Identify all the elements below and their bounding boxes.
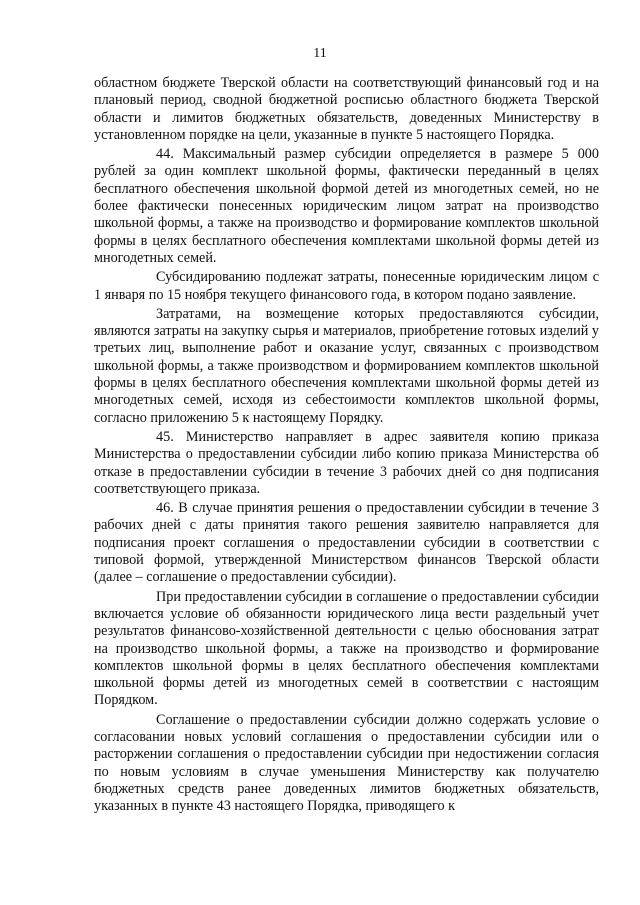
paragraph: Соглашение о предоставлении субсидии должно содержать условие о согласовании новых условий соглашения о предоставлении субсидии или о расторжении соглашения о предоставлении субсидии при недостижении согласия по новым условиям в случае уменьшения Министерству как получателю бюджетных средств ранее доведенных лимитов бюджетных обязательств, указанных в пункте 43 настоящего Порядка, приводящего к [94, 711, 599, 815]
paragraph: Субсидированию подлежат затраты, понесенные юридическим лицом с 1 января по 15 ноября текущего финансового года, в котором подано заявление. [94, 269, 599, 303]
paragraph: областном бюджете Тверской области на соответствующий финансовый год и на плановый период, сводной бюджетной росписью областного бюджета Тверской области и лимитов бюджетных обязательств, доведенных Министерству в установленном порядке на цели, указанные в пункте 5 настоящего Порядка. [94, 75, 599, 143]
page-number: 11 [313, 46, 327, 61]
paragraph: 46. В случае принятия решения о предоставлении субсидии в течение 3 рабочих дней с даты принятия такого решения заявителю направляется для подписания проект соглашения о предоставлении субсидии в соответствии с типовой формой, утвержденной Министерством финансов Тверской области (далее – соглашение о предоставлении субсидии). [94, 500, 599, 586]
paragraph: 44. Максимальный размер субсидии определяется в размере 5 000 рублей за один комплект школьной формы, фактически переданный в целях бесплатного обеспечения школьной формой детей из многодетных семей, но не более фактически понесенных юридическим лицом затрат на производство школьной формы, а также на производство и формирование комплектов школьной формы в целях бесплатного обеспечения комплектами школьной формы детей из многодетных семей. [94, 146, 599, 266]
paragraph: 45. Министерство направляет в адрес заявителя копию приказа Министерства о предоставлении субсидии либо копию приказа Министерства об отказе в предоставлении субсидии в течение 3 рабочих дней со дня подписания соответствующего приказа. [94, 428, 599, 497]
document-body [94, 75, 599, 815]
paragraph: При предоставлении субсидии в соглашение о предоставлении субсидии включается условие об обязанности юридического лица вести раздельный учет результатов финансово-хозяйственной деятельности с целью обоснования затрат на производство школьной формы, а также на производство и формирование комплектов школьной формы в целях бесплатного обеспечения комплектами школьной формы детей из многодетных семей в соответствии с настоящим Порядком. [94, 588, 599, 709]
paragraph: Затратами, на возмещение которых предоставляются субсидии, являются затраты на закупку сырья и материалов, приобретение готовых изделий у третьих лиц, выполнение работ и оказание услуг, связанных с производством школьной формы, а также производством и формированием комплектов школьной формы в целях бесплатного обеспечения комплектами школьной формы детей из многодетных семей, исходя из себестоимости комплектов школьной формы, согласно приложению 5 к настоящему Порядку. [94, 305, 599, 426]
